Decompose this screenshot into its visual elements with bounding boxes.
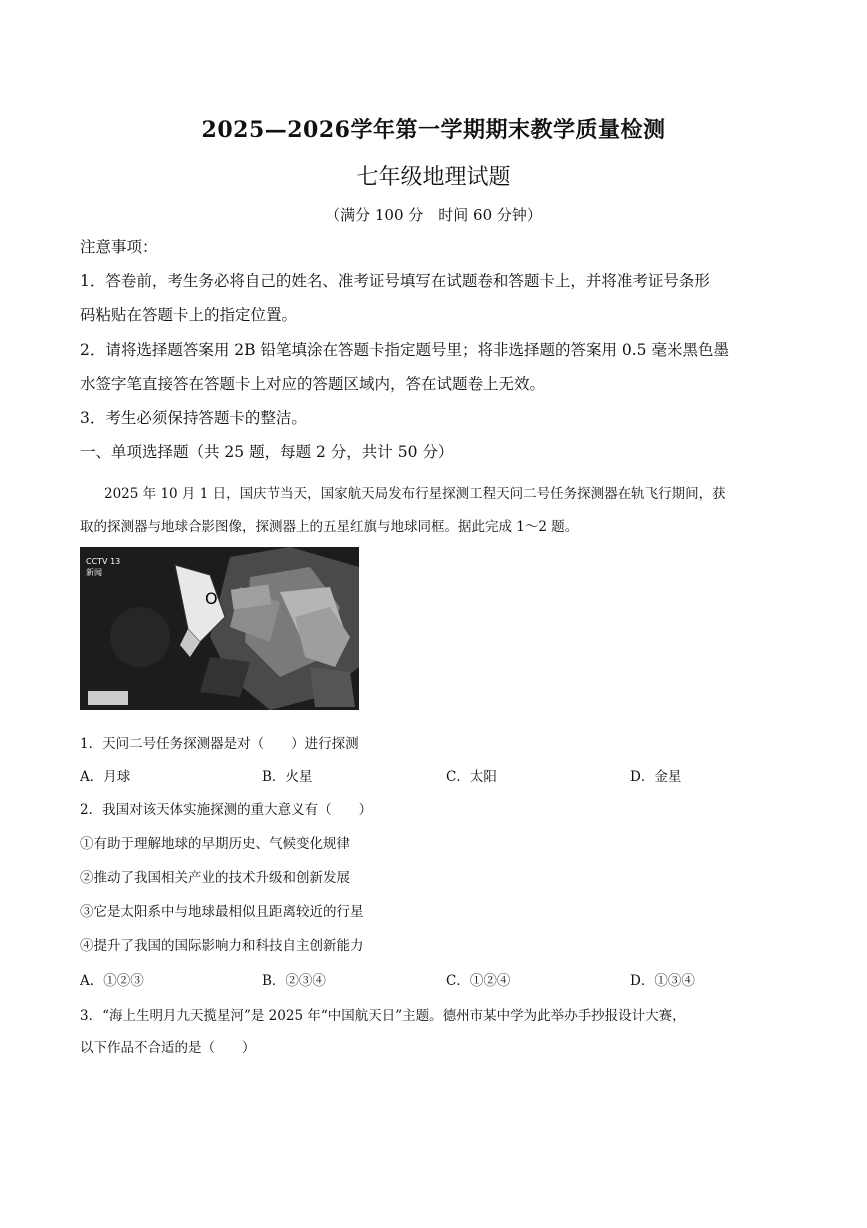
q3-stem-line-2: 以下作品不合适的是（ ） (80, 1040, 256, 1056)
exam-title: 2025—2026学年第一学期期末教学质量检测 (201, 117, 666, 143)
q2-option-a: A．①②③ (80, 973, 144, 989)
photo-marker: O (205, 589, 218, 608)
q2-statement-4: ④提升了我国的国际影响力和科技自主创新能力 (80, 938, 364, 954)
section-1-heading: 一、单项选择题（共 25 题，每题 2 分，共计 50 分） (80, 443, 454, 461)
exam-meta: （满分 100 分 时间 60 分钟） (325, 206, 542, 224)
notice-item-3: 3．考生必须保持答题卡的整洁。 (80, 409, 307, 427)
q3-stem-line-1: 3．“海上生明月九天揽星河”是 2025 年“中国航天日”主题。德州市某中学为此举办手抄报设计大赛， (80, 1008, 686, 1024)
cctv-logo-line-1: CCTV 13 (86, 557, 121, 566)
photo-watermark-badge (88, 691, 128, 705)
cctv-logo (86, 556, 130, 582)
q1-stem: 1．天问二号任务探测器是对（ ）进行探测 (80, 736, 359, 752)
notice-item-1-line-2: 码粘贴在答题卡上的指定位置。 (80, 306, 298, 324)
notice-item-2-line-1: 2．请将选择题答案用 2B 铅笔填涂在答题卡指定题号里；将非选择题的答案用 0.5 毫米黑色墨 (80, 341, 729, 359)
q2-option-d: D．①③④ (630, 973, 695, 989)
q2-option-c: C．①②④ (446, 973, 511, 989)
section-1-intro-line-1: 2025 年 10 月 1 日，国庆节当天，国家航天局发布行星探测工程天问二号任务探测器在轨飞行期间，获 (104, 486, 726, 502)
q2-statement-1: ①有助于理解地球的早期历史、气候变化规律 (80, 836, 350, 852)
notice-item-1-line-1: 1．答卷前，考生务必将自己的姓名、准考证号填写在试题卷和答题卡上，并将准考证号条形 (80, 272, 710, 290)
q1-option-a: A．月球 (80, 769, 131, 785)
q2-statement-3: ③它是太阳系中与地球最相似且距离较近的行星 (80, 904, 364, 920)
q2-option-b: B．②③④ (262, 973, 326, 989)
q1-option-b: B．火星 (262, 769, 313, 785)
exam-subtitle: 七年级地理试题 (356, 165, 511, 190)
probe-earth-photo (80, 547, 359, 710)
cctv-logo-line-2: 新闻 (86, 568, 102, 577)
q2-stem: 2．我国对该天体实施探测的重大意义有（ ） (80, 802, 373, 818)
q1-option-c: C．太阳 (446, 769, 497, 785)
q1-option-d: D．金星 (630, 769, 682, 785)
notice-item-2-line-2: 水签字笔直接答在答题卡上对应的答题区域内，答在试题卷上无效。 (80, 375, 546, 393)
notice-heading: 注意事项： (80, 238, 158, 256)
section-1-intro-line-2: 取的探测器与地球合影图像，探测器上的五星红旗与地球同框。据此完成 1～2 题。 (80, 519, 579, 535)
q2-statement-2: ②推动了我国相关产业的技术升级和创新发展 (80, 870, 350, 886)
